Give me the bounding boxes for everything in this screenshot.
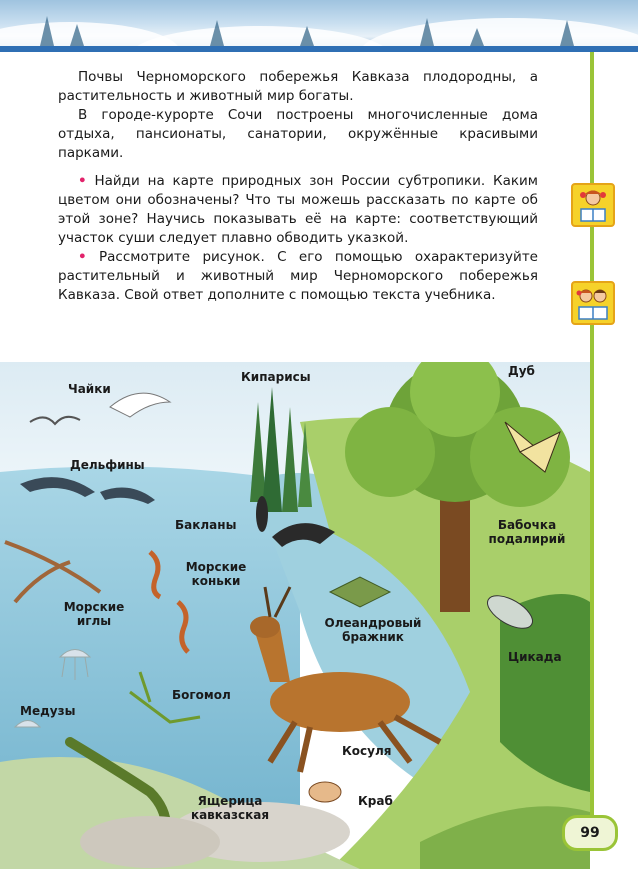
question-1	[58, 172, 538, 248]
bullet-icon: •	[78, 173, 87, 189]
question-2-text: Рассмотрите рисунок. С его помощью охарактеризуйте растительный и животный мир Черноморского побережья Кавказа. Свой ответ дополните с помощью текста учебника.	[58, 249, 538, 303]
label-pipefish: Морские иглы	[63, 600, 125, 628]
label-crab: Краб	[358, 794, 393, 808]
crab-drawing	[309, 782, 341, 802]
label-roe-deer: Косуля	[342, 744, 392, 758]
reading-girl-icon	[571, 183, 615, 227]
label-cicada: Цикада	[508, 650, 562, 664]
label-oak: Дуб	[508, 364, 535, 378]
reading-pair-icon	[571, 281, 615, 325]
question-2	[58, 248, 538, 305]
bullet-icon: •	[78, 249, 87, 265]
label-cypresses: Кипарисы	[241, 370, 311, 384]
label-butterfly: Бабочка подалирий	[488, 518, 566, 546]
header-banner	[0, 0, 638, 52]
label-cormorants: Бакланы	[175, 518, 237, 532]
page-number: 99	[562, 815, 618, 851]
question-1-text: Найди на карте природных зон России субтропики. Каким цветом они обозначены? Что ты можешь рассказать по карте об этой зоне? Научись показывать её на карте: соответствующий участок суши следует плавно обводить указкой.	[58, 173, 538, 246]
label-dolphins: Дельфины	[70, 458, 145, 472]
label-lizard: Ящерица кавказская	[190, 794, 270, 822]
label-mantis: Богомол	[172, 688, 231, 702]
paragraph-1: Почвы Черноморского побережья Кавказа плодородны, а растительность и животный мир богаты.	[58, 69, 538, 104]
nature-illustration	[0, 362, 590, 869]
body-text	[58, 68, 538, 305]
label-hawkmoth: Олеандровый бражник	[324, 616, 422, 644]
banner-strip	[0, 46, 638, 52]
label-seagulls: Чайки	[68, 382, 111, 396]
paragraph-2: В городе-курорте Сочи построены многочисленные дома отдыха, пансионаты, санатории, окружённые красивыми парками.	[58, 107, 538, 161]
label-seahorses: Морские коньки	[185, 560, 247, 588]
label-jellyfish: Медузы	[20, 704, 76, 718]
margin-line	[590, 52, 594, 832]
